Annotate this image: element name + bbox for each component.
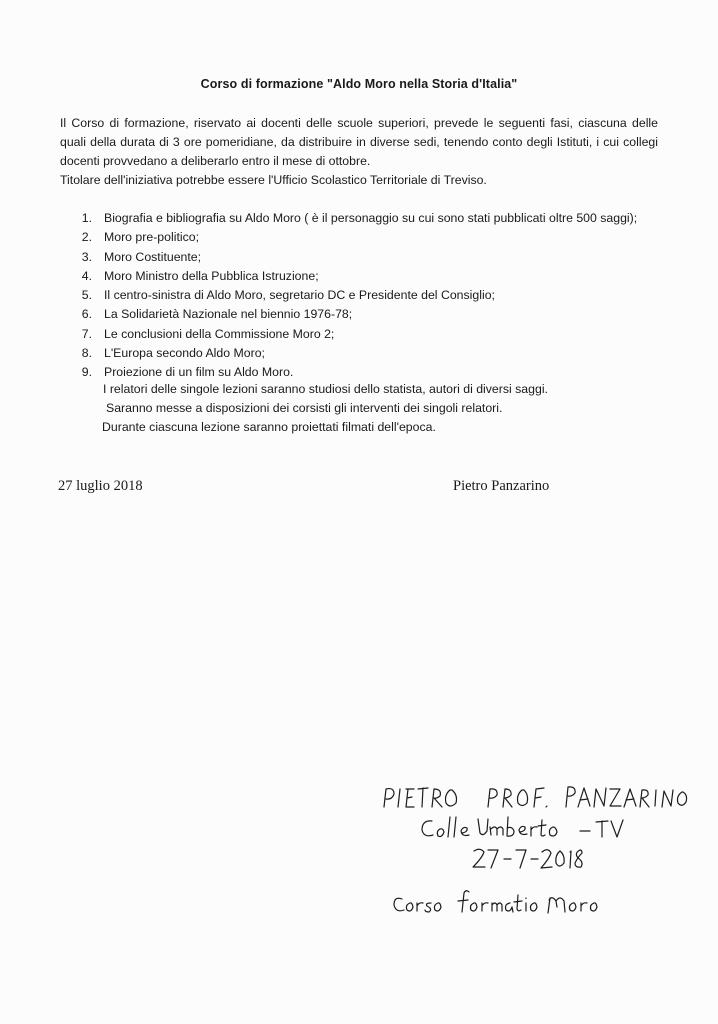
handwriting-line-3 (473, 849, 582, 868)
list-item (66, 209, 666, 228)
handwritten-note (370, 775, 700, 935)
intro-paragraph: Il Corso di formazione, riservato ai docenti delle scuole superiori, prevede le seguenti fasi, ciascuna delle quali della durata di 3 ore pomeridiane, da distribuire in diverse sedi, tenendo conto degli Istituti, i cui collegi docenti provvedano a deliberarlo entro il mese di ottobre. (60, 116, 658, 168)
list-item-text: L'Europa secondo Aldo Moro; (104, 346, 265, 361)
list-item (66, 228, 666, 247)
intro-text (60, 114, 658, 190)
note-line: I relatori delle singole lezioni saranno studiosi dello statista, autori di diversi saggi. (103, 382, 548, 396)
note-line: Saranno messe a disposizioni dei corsisti gli interventi dei singoli relatori. (106, 401, 503, 416)
list-item-number: 4. (81, 268, 92, 283)
handwriting-line-4 (394, 891, 597, 913)
list-item-text: Proiezione di un film su Aldo Moro. (104, 365, 294, 380)
list-item-number: 9. (81, 365, 92, 380)
handwritten-note-drawing (370, 775, 700, 935)
list-item-text: Biografia e bibliografia su Aldo Moro ( è il personaggio su cui sono stati pubblicati oltre 500 saggi); (104, 211, 638, 225)
intro-line-2: Titolare dell'iniziativa potrebbe essere l'Ufficio Scolastico Territoriale di Treviso. (60, 173, 487, 187)
list-item-text: Moro Costituente; (104, 249, 202, 264)
list-item-text: Le conclusioni della Commissione Moro 2; (104, 326, 335, 341)
list-item-text: Il centro-sinistra di Aldo Moro, segretario DC e Presidente del Consiglio; (104, 288, 495, 303)
list-item (66, 325, 666, 344)
list-item-text: La Solidarietà Nazionale nel biennio 1976-78; (104, 307, 353, 322)
list-item-text: Moro pre-politico; (104, 230, 199, 245)
list-item-number: 1. (81, 211, 92, 225)
list-item-number: 8. (81, 346, 92, 361)
list-item (66, 305, 666, 324)
document-date: 27 luglio 2018 (58, 478, 143, 494)
list-item-number: 6. (81, 307, 92, 322)
handwriting-line-2 (422, 817, 623, 837)
list-item-number: 3. (81, 249, 92, 264)
handwriting-line-1 (384, 787, 687, 807)
note-line: Durante ciascuna lezione saranno proiettati filmati dell'epoca. (102, 420, 436, 435)
list-item (66, 248, 666, 267)
list-item-number: 7. (81, 326, 92, 341)
notes-block (103, 380, 663, 438)
list-item (66, 267, 666, 286)
list-item-number: 2. (81, 230, 92, 245)
list-item (66, 344, 666, 363)
document-author: Pietro Panzarino (453, 478, 550, 494)
list-item-text: Moro Ministro della Pubblica Istruzione; (104, 268, 319, 283)
list-item (66, 286, 666, 305)
document-title: Corso di formazione "Aldo Moro nella Storia d'Italia" (200, 77, 518, 91)
phases-list (66, 209, 666, 383)
list-item-number: 5. (81, 288, 92, 303)
